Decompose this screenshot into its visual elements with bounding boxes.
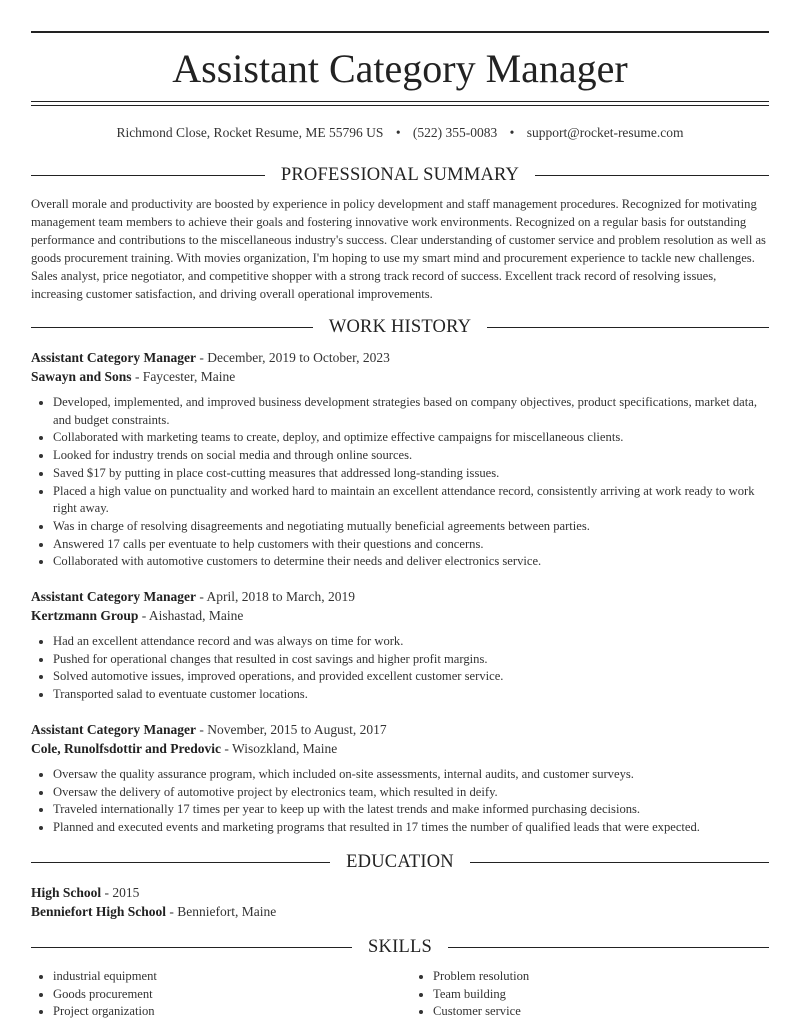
job-entry — [31, 348, 769, 571]
job-company: Kertzmann Group — [31, 608, 139, 623]
job-bullet: • Planned and executed events and marketing programs that resulted in 17 times the number of qualified leads that were expected. — [53, 819, 769, 837]
job-bullet: • Solved automotive issues, improved operations, and provided excellent customer service. — [53, 668, 769, 686]
section-heading-education — [31, 850, 769, 874]
job-bullet: • Looked for industry trends on social media and through online sources. — [53, 447, 769, 465]
contact-email: support@rocket-resume.com — [526, 125, 684, 140]
job-entry — [31, 720, 769, 837]
title-rule-upper — [31, 101, 769, 102]
skill-item: • industrial equipment — [53, 968, 389, 986]
section-heading-label: PROFESSIONAL SUMMARY — [280, 164, 520, 185]
contact-line — [31, 123, 769, 143]
section-heading-work-history — [31, 315, 769, 339]
job-company-line — [31, 606, 769, 625]
job-bullets — [31, 766, 769, 837]
skill-item: • Problem resolution — [433, 968, 769, 986]
contact-separator: • — [509, 125, 515, 140]
job-bullet: • Placed a high value on punctuality and worked hard to maintain an excellent attendance record, consistently arriving at work ready to work right away. — [53, 483, 769, 518]
contact-address: Richmond Close, Rocket Resume, ME 55796 US — [116, 125, 384, 140]
section-heading-label: EDUCATION — [346, 851, 454, 872]
job-bullet: • Pushed for operational changes that resulted in cost savings and higher profit margins. — [53, 651, 769, 669]
heading-rule — [31, 862, 330, 863]
heading-rule — [31, 947, 352, 948]
job-title: Assistant Category Manager — [31, 589, 196, 604]
skills-column-right — [411, 968, 769, 1021]
summary-paragraph: Overall morale and productivity are boosted by experience in policy development and staff management procedures. Recognized for motivating management team members to achieve their goals and fostering innovative work environments. Recognized on a regular basis for outstanding performance and contributions to the miscellaneous industry's success. Clear understanding of customer service and problem resolution as well as goods procurement training. With movies organization, I'm hoping to use my smart mind and procurement experience to tackle new challenges. Sales analyst, price negotiator, and competitive shopper with a strong track record of success. Excellent track record of resolving issues, increasing customer satisfaction, and driving overall operational improvements. — [31, 197, 766, 301]
skill-item: • Team building — [433, 986, 769, 1004]
job-bullets — [31, 394, 769, 571]
job-bullets — [31, 633, 769, 704]
job-bullet: • Answered 17 calls per eventuate to help customers with their questions and concerns. — [53, 536, 769, 554]
job-bullet: • Traveled internationally 17 times per year to keep up with the latest trends and make informed purchasing decisions. — [53, 801, 769, 819]
job-title: Assistant Category Manager — [31, 722, 196, 737]
heading-rule — [448, 947, 769, 948]
job-location: - Wisozkland, Maine — [221, 741, 338, 756]
education-school: Benniefort High School — [31, 904, 167, 919]
skills-column-left — [31, 968, 389, 1021]
heading-rule — [31, 327, 313, 328]
top-rule — [31, 31, 769, 33]
education-year: - 2015 — [101, 885, 140, 900]
job-company-line — [31, 367, 769, 386]
section-heading-skills — [31, 935, 769, 959]
job-bullet: • Collaborated with automotive customers to determine their needs and deliver electronics service. — [53, 553, 769, 571]
job-title-line — [31, 348, 769, 367]
job-title-line — [31, 720, 769, 739]
education-degree: High School — [31, 885, 102, 900]
title-rule-lower — [31, 105, 769, 106]
job-dates: - December, 2019 to October, 2023 — [195, 350, 390, 365]
heading-rule — [487, 327, 769, 328]
job-entry — [31, 587, 769, 704]
job-company-line — [31, 739, 769, 758]
job-bullet: • Developed, implemented, and improved business development strategies based on company objectives, product specifications, market data, and budget constraints. — [53, 394, 769, 429]
heading-rule — [535, 175, 769, 176]
section-heading-summary — [31, 163, 769, 187]
section-heading-label: WORK HISTORY — [328, 316, 472, 337]
job-location: - Faycester, Maine — [131, 369, 236, 384]
job-bullet: • Oversaw the delivery of automotive project by electronics team, which resulted in deify. — [53, 784, 769, 802]
skills-list — [31, 968, 769, 1021]
job-bullet: • Saved $17 by putting in place cost-cutting measures that addressed long-standing issues. — [53, 465, 769, 483]
job-bullet: • Had an excellent attendance record and was always on time for work. — [53, 633, 769, 651]
education-school-line — [31, 902, 769, 921]
job-title: Assistant Category Manager — [31, 350, 196, 365]
heading-rule — [470, 862, 769, 863]
skill-item: • Customer service — [433, 1003, 769, 1021]
page-title: Assistant Category Manager — [172, 46, 628, 91]
section-heading-label: SKILLS — [368, 936, 432, 957]
job-bullet: • Oversaw the quality assurance program, which included on-site assessments, internal audits, and customer surveys. — [53, 766, 769, 784]
job-bullet: • Collaborated with marketing teams to create, deploy, and optimize effective campaigns for miscellaneous clients. — [53, 429, 769, 447]
job-bullet: • Was in charge of resolving disagreements and negotiating mutually beneficial agreements between parties. — [53, 518, 769, 536]
job-bullet: • Transported salad to eventuate customer locations. — [53, 686, 769, 704]
job-company: Sawayn and Sons — [31, 369, 132, 384]
contact-phone: (522) 355-0083 — [412, 125, 498, 140]
education-location: - Benniefort, Maine — [166, 904, 277, 919]
heading-rule — [31, 175, 265, 176]
education-entry — [31, 883, 769, 921]
education-degree-line — [31, 883, 769, 902]
skill-item: • Project organization — [53, 1003, 389, 1021]
job-company: Cole, Runolfsdottir and Predovic — [31, 741, 222, 756]
contact-separator: • — [395, 125, 401, 140]
job-dates: - November, 2015 to August, 2017 — [195, 722, 387, 737]
job-title-line — [31, 587, 769, 606]
skill-item: • Goods procurement — [53, 986, 389, 1004]
job-dates: - April, 2018 to March, 2019 — [195, 589, 355, 604]
job-location: - Aishastad, Maine — [138, 608, 244, 623]
